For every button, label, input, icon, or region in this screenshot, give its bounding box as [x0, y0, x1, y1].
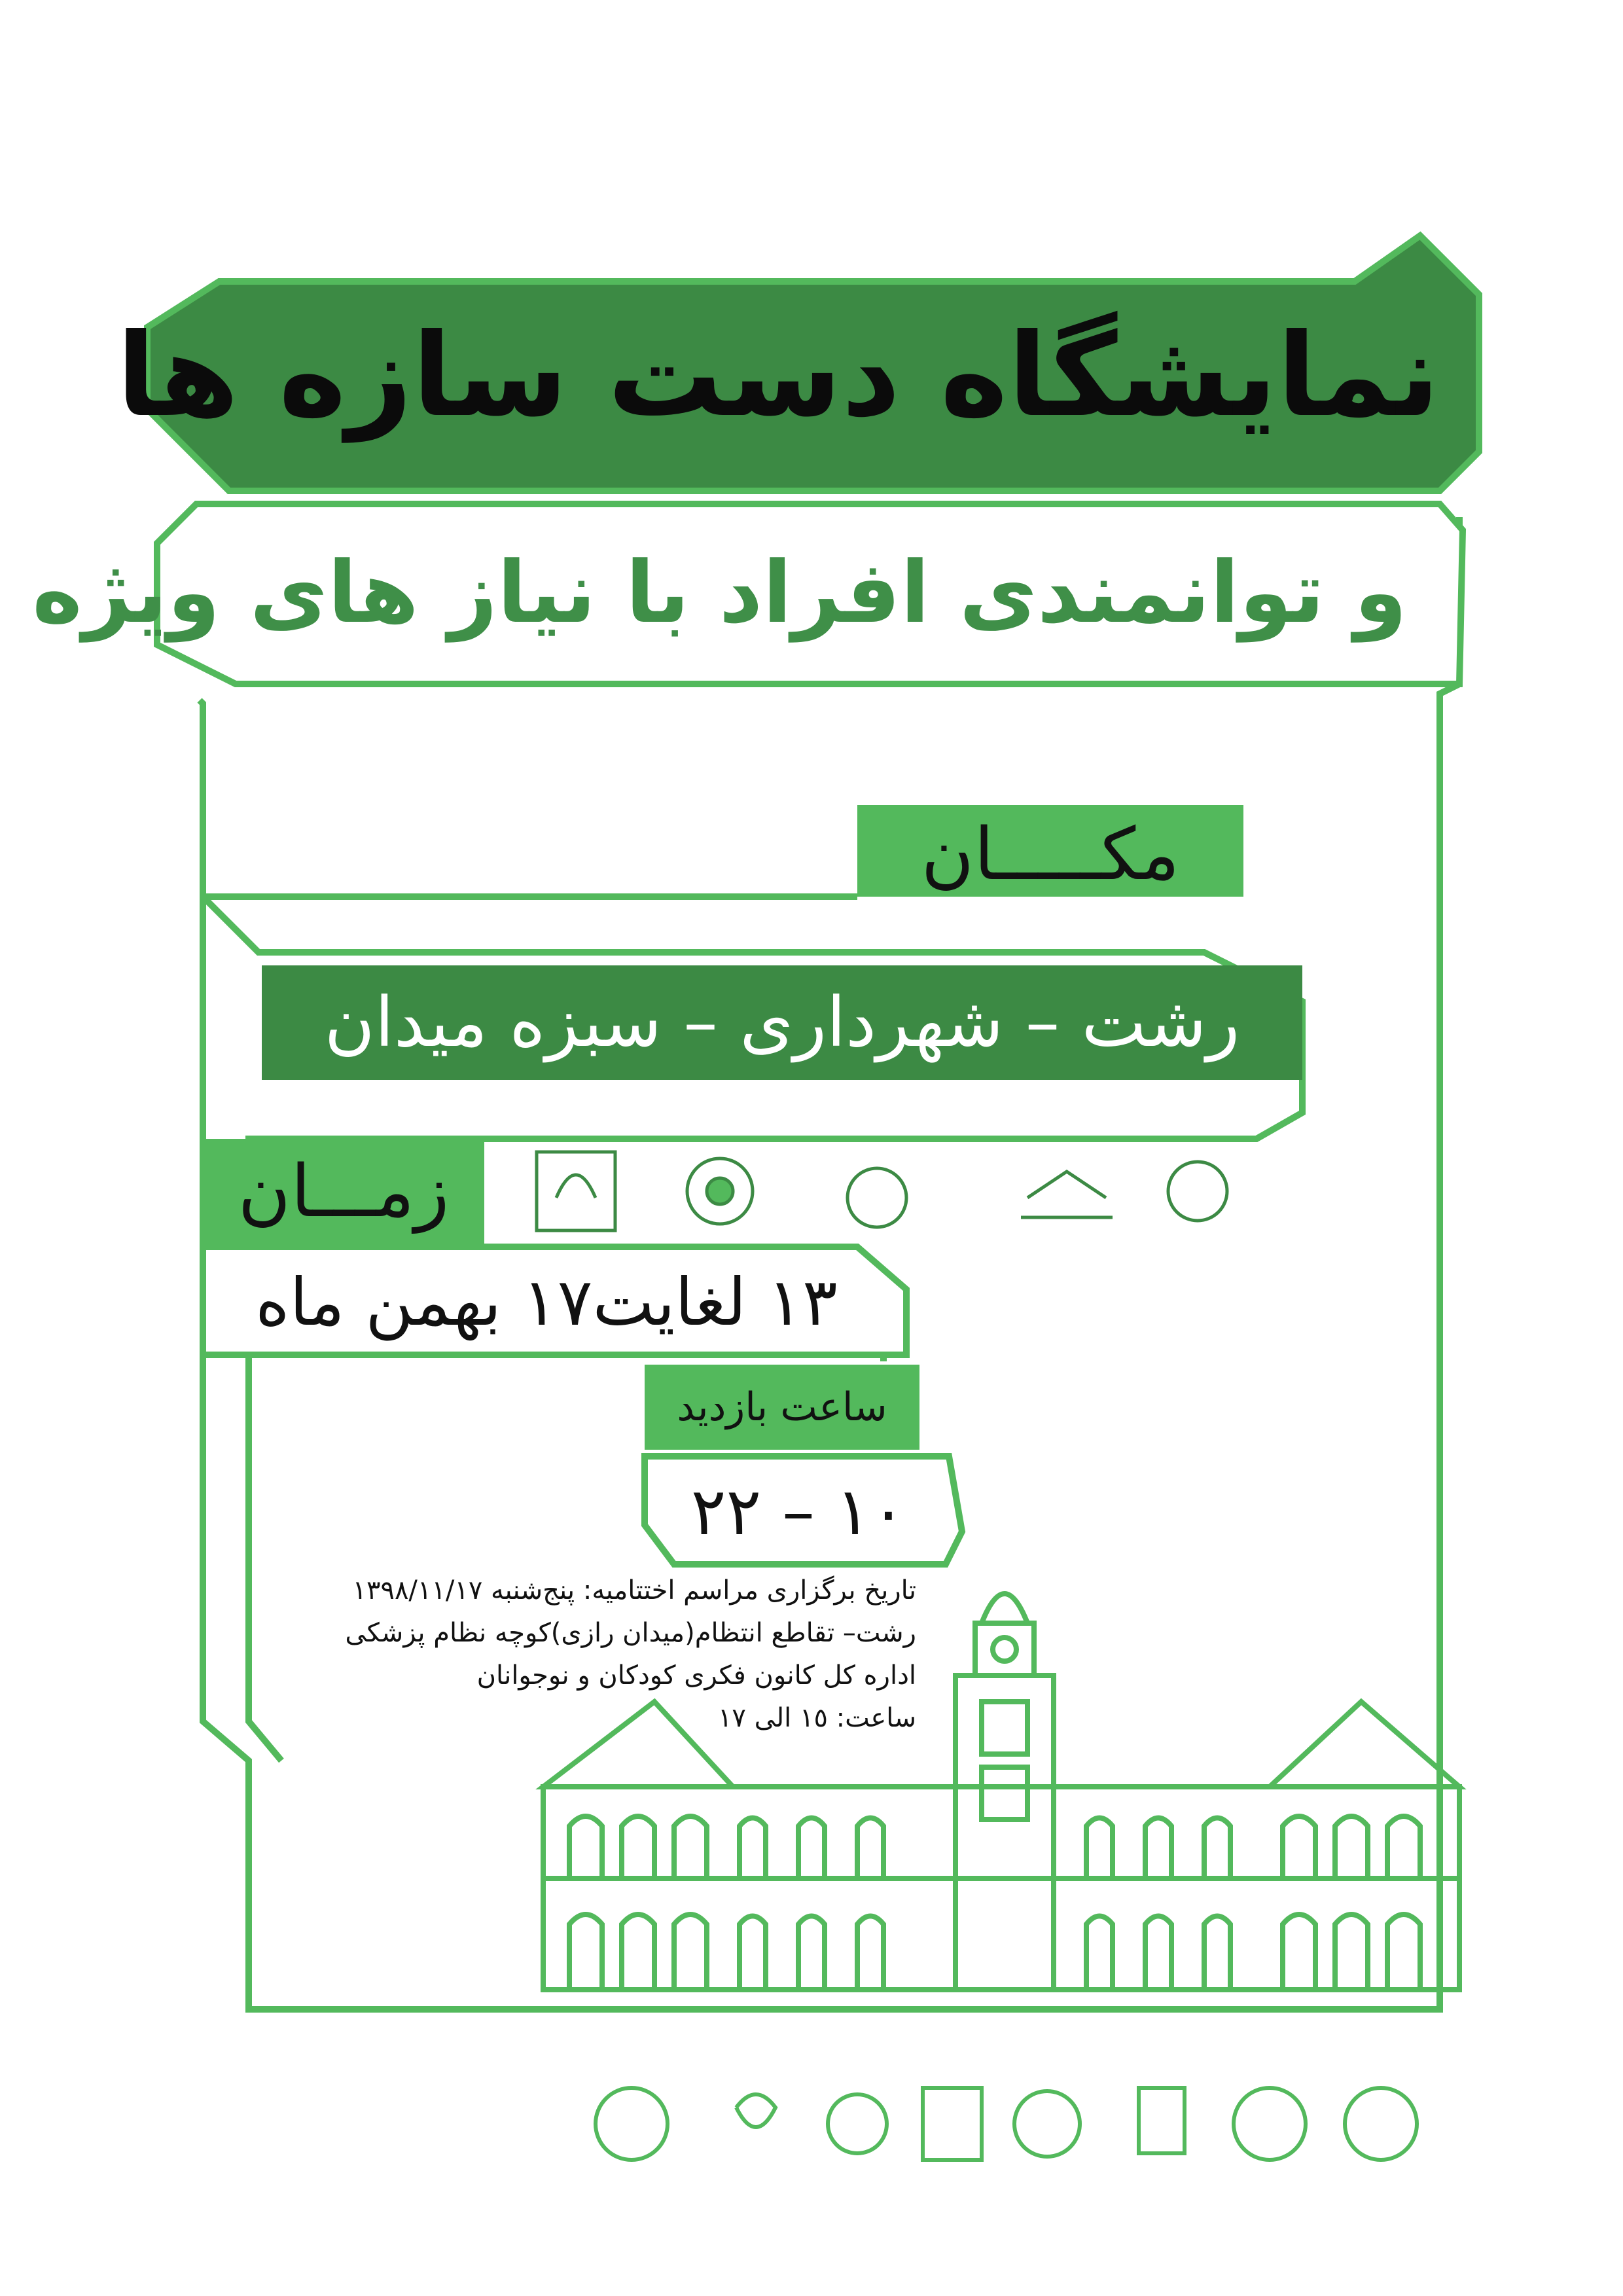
title-line-1: نمایشگاه دست سازه ها — [116, 310, 1440, 442]
sponsor-logos-top — [537, 1152, 1227, 1230]
sponsor-logos-bottom — [596, 2088, 1417, 2160]
closing-date: تاریخ برگزاری مراسم اختتامیه: پنج‌شنبه ١٣٩٨/١١/١٧ — [352, 1575, 916, 1605]
hours-heading: ساعت بازدید — [677, 1384, 887, 1430]
place-value: رشت – شهرداری – سبزه میدان — [324, 982, 1240, 1062]
title-line-2: و توانمندی افراد با نیاز های ویژه — [32, 543, 1407, 642]
closing-address: رشت– تقاطع انتظام(میدان رازی)کوچه نظام پزشکی — [345, 1618, 916, 1648]
time-dates: ١٣ لغایت١٧ بهمن ماه — [255, 1264, 838, 1340]
hours-value: ١٠ – ٢٢ — [690, 1473, 906, 1550]
closing-organizer: اداره کل کانون فکری کودکان و نوجوانان — [476, 1660, 916, 1691]
time-heading: زمـــان — [238, 1149, 450, 1233]
place-heading: مکـــــان — [921, 812, 1180, 896]
closing-hours: ساعت: ١٥ الی ١٧ — [717, 1703, 916, 1733]
building-illustration — [543, 1594, 1459, 1990]
